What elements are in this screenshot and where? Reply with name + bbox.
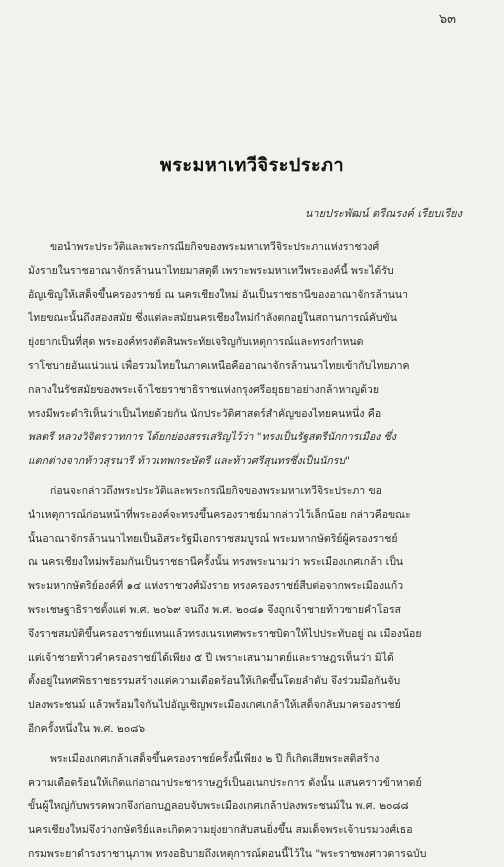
- text-line: จึงราชสมบัติขึ้นครองราชย์แทนแล้วทรงเนรเทศพระราชบิดาให้ไปประทับอยู่ ณ เมืองน้อย: [28, 627, 422, 640]
- text-line: ยุ่งยากเป็นที่สุด พระองค์ทรงตัดสินพระทัยเจริญกับเหตุการณ์และทรงกำหนด: [28, 336, 364, 349]
- text-line: พระมหากษัตริย์องค์ที่ ๑๔ แห่งราชวงศ์มังราย ทรงครองราชย์สืบต่อจากพระเมืองแก้ว: [28, 580, 404, 593]
- paragraph: [28, 480, 480, 742]
- text-line: ราโชบายอันแน่วแน่ เพื่อรวมไทยในภาคเหนือคืออาณาจักรล้านนาไทยเข้ากับไทยภาค: [28, 359, 410, 372]
- text-line: อีกครั้งหนึ่งใน พ.ศ. ๒๐๘๖: [28, 722, 146, 735]
- page-number: ๖๓: [438, 12, 456, 27]
- text-line: ก่อนจะกล่าวถึงพระประวัติและพระกรณียกิจของพระมหาเทวีจิระประภา ขอ: [50, 484, 382, 497]
- chapter-title: พระมหาเทวีจิระประภา: [159, 155, 345, 176]
- text-line: ขอนำพระประวัติและพระกรณียกิจของพระมหาเทวีจิระประภาแห่งราชวงศ์: [50, 241, 380, 253]
- text-line: ขั้นผู้ใหญ่กับพรรคพวกจึงก่อกบฏลอบจับพระเมืองเกศเกล้าปลงพระชนม์ใน พ.ศ. ๒๐๘๘: [28, 800, 409, 813]
- text-line: พระเมืองเกศเกล้าเสด็จขึ้นครองราชย์ครั้งนี้เพียง ๒ ปี ก็เกิดเสียพระสติสร้าง: [50, 752, 380, 765]
- text-line: ตั้งอยู่ในทศพิธราชธรรมสร้างแต่ความเดือดร้อนให้เกิดขึ้นโดยลำดับ จึงร่วมมือกันจับ: [28, 675, 401, 688]
- text-line: ความเดือดร้อนให้เกิดแก่อาณาประชาราษฎร์เป็นอเนกประการ ดังนั้น แสนคราวข้าหาดย์: [28, 776, 422, 789]
- text-line: พลตรี หลวงวิจิตรวาทการ ได้ยกย่องสรรเสริญไว้ว่า "ทรงเป็นรัฐสตรีนักการเมือง ซึ่ง: [28, 431, 396, 444]
- text-line: ณ นครเชียงใหม่พร้อมกันเป็นราชธานีครั้งนั้น ทรงพระนามว่า พระเมืองเกศเกล้า เป็น: [28, 556, 404, 569]
- paragraph: [28, 236, 480, 474]
- text-line: มังรายในราชอาณาจักรล้านนาไทยมาสดุดี เพราะพระมหาเทวีพระองค์นี้ พระได้รับ: [28, 264, 394, 277]
- paragraph: [28, 748, 480, 867]
- body-text: [28, 236, 480, 867]
- text-line: นั้นอาณาจักรล้านนาไทยเป็นอิสระรัฐมีเอกราชสมบูรณ์ พระมหากษัตริย์ผู้ครองราชย์: [28, 532, 398, 545]
- author-line: นายประพัฒน์ ตรีณรงค์ เรียบเรียง: [304, 207, 462, 220]
- text-line: นำเหตุการณ์ก่อนหน้าที่พระองค์จะทรงขึ้นครองราชย์มากล่าวไว้เล็กน้อย กล่าวคือขณะ: [28, 508, 411, 521]
- text-line: ปลงพระชนม์ แล้วพร้อมใจกันไปอัญเชิญพระเมืองเกศเกล้าให้เสด็จกลับมาครองราชย์: [28, 699, 401, 712]
- text-line: แต่เจ้าชายท้าวคำครองราชย์ได้เพียง ๕ ปี เพราะเสนามาตย์และราษฎรเห็นว่า มิได้: [28, 651, 394, 664]
- text-line: แตกต่างจากท้าวสุรนารี ท้าวเทพกระษัตรี และท้าวศรีสุนทรซึ่งเป็นนักรบ": [28, 455, 350, 468]
- text-line: กลางในรัชสมัยของพระเจ้าไชยราชาธิราชแห่งกรุงศรีอยุธยาอย่างกล้าหาญด้วย: [28, 383, 379, 396]
- text-line: ไทยขณะนั้นถึงสองสมัย ซึ่งแต่ละสมัยนครเชียงใหม่กำลังตกอยู่ในสถานการณ์คับขัน: [28, 312, 397, 325]
- text-line: อัญเชิญให้เสด็จขึ้นครองราชย์ ณ นครเชียงใหม่ อันเป็นราชธานีของอาณาจักรล้านนา: [28, 288, 408, 301]
- text-line: กรมพระยาดำรงราชานุภาพ ทรงอธิบายถึงเหตุการณ์ตอนนี้ไว้ใน "พระราชพงศาวดารฉบับ: [28, 847, 427, 860]
- text-line: พระเชษฐาธิราชตั้งแต่ พ.ศ. ๒๐๖๙ จนถึง พ.ศ. ๒๐๘๑ จึงถูกเจ้าชายท้าวซายคำโอรส: [28, 603, 401, 616]
- text-line: ทรงมีพระดำริเห็นว่าเป็นไทยด้วยกัน นักประวัติศาสตร์สำคัญของไทยคนหนึ่ง คือ: [28, 407, 382, 420]
- text-line: นครเชียงใหม่จึงว่างกษัตริย์และเกิดความยุ่งยากสับสนยิ่งขึ้น สมเด็จพระเจ้าบรมวงศ์เธอ: [28, 824, 413, 837]
